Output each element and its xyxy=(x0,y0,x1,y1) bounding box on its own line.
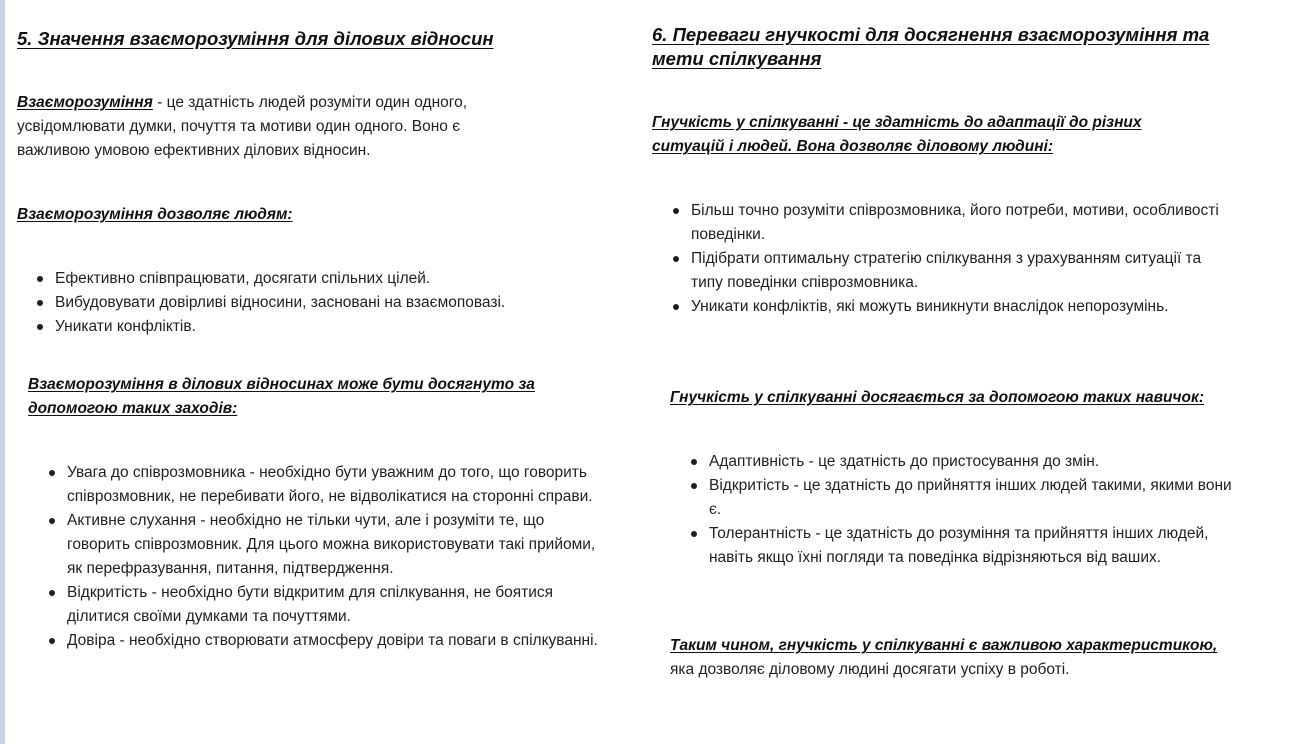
definition-term: Взаєморозуміння xyxy=(17,94,153,111)
list-item: Довіра - необхідно створювати атмосферу довіри та поваги в спілкуванні. xyxy=(46,629,606,653)
list-item: Активне слухання - необхідно не тільки чути, але і розуміти те, що говорить співрозмовник. Для цього можна використовувати такі прийоми, як перефразування, питання, підтвердження. xyxy=(46,509,606,581)
list-item: Відкритість - необхідно бути відкритим для спілкування, не боятися ділитися своїми думками та почуттями. xyxy=(46,581,606,629)
list-item: Вибудовувати довірливі відносини, засновані на взаємоповазі. xyxy=(34,291,604,315)
section-6-title: 6. Переваги гнучкості для досягнення взаєморозуміння та мети спілкування xyxy=(652,24,1210,69)
skills-list xyxy=(688,450,1248,570)
measures-list xyxy=(46,461,606,653)
conclusion-bold: Таким чином, гнучкість у спілкуванні є важливою характеристикою, xyxy=(670,637,1218,654)
list-item: Увага до співрозмовника - необхідно бути уважним до того, що говорить співрозмовник, не перебивати його, не відволікатися на сторонні справи. xyxy=(46,461,606,509)
list-item: Підібрати оптимальну стратегію спілкування з урахуванням ситуації та типу поведінки співрозмовника. xyxy=(670,247,1230,295)
section-5-definition xyxy=(17,91,537,163)
flexibility-list xyxy=(670,199,1230,319)
conclusion xyxy=(670,634,1235,682)
measures-heading: Взаєморозуміння в ділових відносинах може бути досягнуто за допомогою таких заходів: xyxy=(28,376,535,417)
list-item: Толерантність - це здатність до розуміння та прийняття інших людей, навіть якщо їхні погляди та поведінка відрізняються від ваших. xyxy=(688,522,1248,570)
list-item: Уникати конфліктів. xyxy=(34,315,604,339)
definition-text: - це здатність людей розуміти один одного, усвідомлювати думки, почуття та мотиви один одного. Воно є важливою умовою ефективних ділових відносин. xyxy=(17,94,468,159)
allows-heading: Взаєморозуміння дозволяє людям: xyxy=(17,206,293,223)
skills-heading: Гнучкість у спілкуванні досягається за допомогою таких навичок: xyxy=(670,389,1205,406)
page-left-edge xyxy=(0,0,5,744)
conclusion-text: яка дозволяє діловому людині досягати успіху в роботі. xyxy=(670,661,1070,678)
list-item: Адаптивність - це здатність до пристосування до змін. xyxy=(688,450,1248,474)
list-item: Ефективно співпрацювати, досягати спільних цілей. xyxy=(34,267,604,291)
list-item: Більш точно розуміти співрозмовника, його потреби, мотиви, особливості поведінки. xyxy=(670,199,1230,247)
flexibility-heading: Гнучкість у спілкуванні - це здатність до адаптації до різних ситуацій і людей. Вона дозволяє діловому людині: xyxy=(652,114,1142,155)
list-item: Відкритість - це здатність до прийняття інших людей такими, якими вони є. xyxy=(688,474,1248,522)
list-item: Уникати конфліктів, які можуть виникнути внаслідок непорозумінь. xyxy=(670,295,1230,319)
section-5-title: 5. Значення взаєморозуміння для ділових відносин xyxy=(17,28,494,49)
allows-list xyxy=(34,267,604,339)
